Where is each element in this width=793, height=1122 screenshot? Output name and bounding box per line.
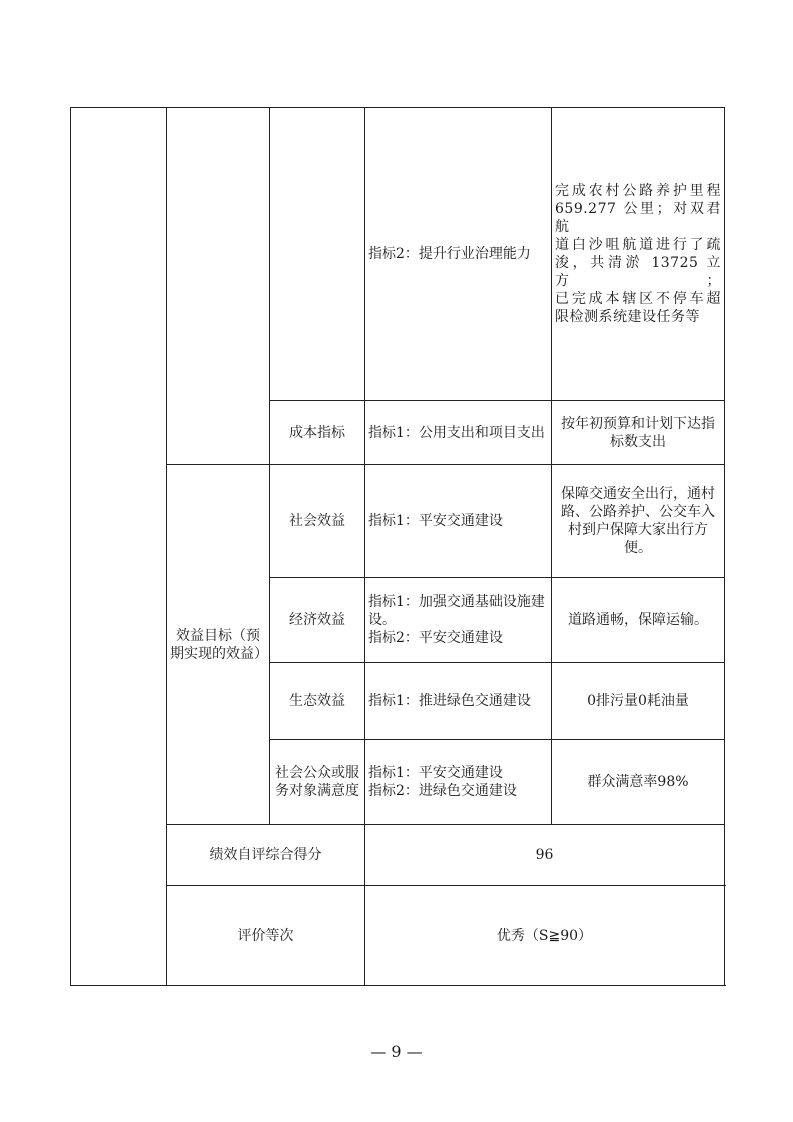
value-line: 浚，共清淤 13725 立方； xyxy=(555,255,721,289)
indicator-cell xyxy=(365,740,552,825)
indicator-line: 指标1：平安交通建设 xyxy=(368,765,503,781)
category-cell: 生态效益 xyxy=(270,663,365,740)
value-line: 完成农村公路养护里程 xyxy=(555,183,721,199)
value-cell: 保障交通安全出行，通村路、公路养护、公交车入村到户保障大家出行方便。 xyxy=(552,465,725,578)
performance-table xyxy=(70,107,725,986)
table-row xyxy=(71,825,725,886)
page-number: — 9 — xyxy=(370,1042,423,1061)
indicator-line: 指标1：加强交通基础设施建设。 xyxy=(368,594,545,628)
value-line: 道白沙咀航道进行了疏 xyxy=(555,237,721,253)
value-line: 限检测系统建设任务等 xyxy=(555,309,700,325)
indicator-cell: 指标1：推进绿色交通建设 xyxy=(365,663,552,740)
grade-value-cell: 优秀（S≧90） xyxy=(365,886,725,986)
indicator-text: 指标2：提升行业治理能力 xyxy=(368,246,531,262)
indicator-line: 指标2：进绿色交通建设 xyxy=(368,783,517,799)
benefit-group-cell: 效益目标（预期实现的效益） xyxy=(167,465,270,825)
category-cell: 社会公众或服务对象满意度 xyxy=(270,740,365,825)
value-cell xyxy=(552,108,725,401)
indicator-cell xyxy=(365,108,552,401)
blank-first-column-cell xyxy=(71,108,167,986)
indicator-cell xyxy=(365,578,552,663)
value-cell: 群众满意率98% xyxy=(552,740,725,825)
value-cell: 0排污量0耗油量 xyxy=(552,663,725,740)
indicator-cell: 指标1：平安交通建设 xyxy=(365,465,552,578)
value-line: 已完成本辖区不停车超 xyxy=(555,291,721,307)
value-cell: 按年初预算和计划下达指标数支出 xyxy=(552,401,725,465)
table-row xyxy=(71,465,725,578)
indicator-cell: 指标1：公用支出和项目支出 xyxy=(365,401,552,465)
score-label-cell: 绩效自评综合得分 xyxy=(167,825,365,886)
category-cell: 社会效益 xyxy=(270,465,365,578)
table-row xyxy=(71,886,725,986)
score-value-cell: 96 xyxy=(365,825,725,886)
table-row xyxy=(71,108,725,401)
value-cell: 道路通畅，保障运输。 xyxy=(552,578,725,663)
category-cell: 经济效益 xyxy=(270,578,365,663)
category-cell: 成本指标 xyxy=(270,401,365,465)
blank-category-cell xyxy=(270,108,365,401)
indicator-line: 指标2：平安交通建设 xyxy=(368,630,503,646)
blank-output-group-cell xyxy=(167,108,270,465)
grade-label-cell: 评价等次 xyxy=(167,886,365,986)
value-line: 659.277 公里；对双君航 xyxy=(555,201,721,235)
